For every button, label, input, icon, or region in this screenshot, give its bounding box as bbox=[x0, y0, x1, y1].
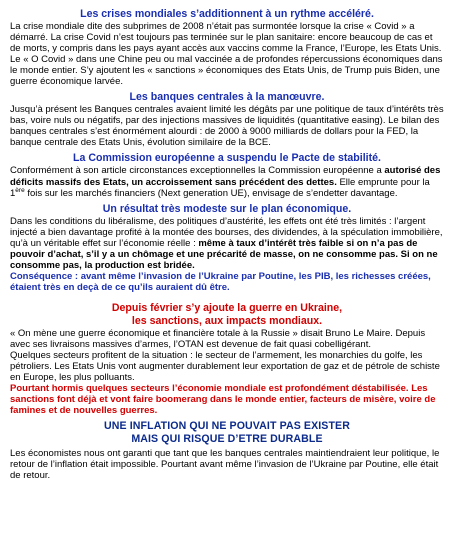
section-title-guerre-2: les sanctions, aux impacts mondiaux. bbox=[131, 314, 323, 327]
paragraph-resultat bbox=[10, 216, 444, 271]
section-title-banques: Les banques centrales à la manœuvre. bbox=[129, 91, 325, 104]
paragraph-consequence: Conséquence : avant même l’invasion de l’Ukraine par Poutine, les PIB, les richesses créées, étaient très en deçà de ce qu’ils auraient dû être. bbox=[10, 270, 431, 293]
resultat-bold: même à taux d’intérêt très faible si on n’a pas de pouvoir d’achat, s’il y a un chômage et une précarité de masse, on ne consomme pas. Si on ne consomme pas, la production est bridée. bbox=[10, 237, 438, 271]
spacer bbox=[10, 293, 444, 298]
paragraph-guerre-1: « On mène une guerre économique et financière totale à la Russie » disait Bruno Le Maire. Depuis avec ses livraisons massives d’armes, l’OTAN est devenue de fait quasi cobelligérant. bbox=[10, 327, 426, 350]
commission-text-3: fois sur les marchés financiers (Next generation UE), envisage de s’endetter davantage. bbox=[24, 187, 398, 199]
section-title-inflation-2: MAIS QUI RISQUE D’ETRE DURABLE bbox=[131, 433, 323, 446]
paragraph-guerre-red: Pourtant hormis quelques secteurs l’économie mondiale est profondément déstabilisée. Les sanctions font déjà et vont faire boomerang dans le monde entier, facteurs de misère, voire de famines et de nouvelles guerres. bbox=[10, 383, 436, 417]
paragraph-inflation: Les économistes nous ont garanti que tant que les banques centrales maintiendraient leur politique, le retour de l’inflation était impossible. Pourtant avant même l’invasion de l’Ukraine par Poutine, elle était de retour. bbox=[10, 448, 440, 482]
section-title-resultat: Un résultat très modeste sur le plan économique. bbox=[102, 202, 352, 215]
resultat-text: Dans les conditions du libéralisme, des politiques d’austérité, les effets ont été très limités : l’argent injecté a bien davantage profité à la montée des bourses, des dividendes, à la spéculation immobilière, qu’à un véritable effet sur l’économie réelle : bbox=[10, 215, 443, 249]
paragraph-commission bbox=[10, 165, 444, 198]
commission-text-2: Elle emprunte pour la 1 bbox=[10, 176, 430, 199]
section-title-commission: La Commission européenne a suspendu le Pacte de stabilité. bbox=[73, 152, 381, 165]
section-title-guerre-1: Depuis février s’y ajoute la guerre en Ukraine, bbox=[111, 301, 343, 314]
section-title-crises: Les crises mondiales s’additionnent à un rythme accéléré. bbox=[80, 8, 374, 20]
paragraph-guerre-2: Quelques secteurs profitent de la situation : le secteur de l’armement, les monarchies du golfe, les pétroliers. Les Etats Unis vont augmenter durablement leur exportation de gaz et de pétrole de schiste en Europe, les plus polluants. bbox=[10, 350, 440, 384]
commission-sup: ère bbox=[15, 186, 25, 194]
commission-bold: autorisé des déficits massifs des Etats, un accroissement sans précédent des dettes. bbox=[10, 165, 441, 188]
paragraph-crises-1: La crise mondiale dite des subprimes de 2008 n’était pas surmontée lorsque la crise « Covid » a démarré. La crise Covid n’est toujours pas terminée sur le plan sanitaire: encore beaucoup de cas et de morts, y compris dans les pays ayant accès aux vaccins comme la France, l’Europe, les Etats Unis. bbox=[10, 21, 442, 55]
section-title-inflation-1: UNE INFLATION QUI NE POUVAIT PAS EXISTER bbox=[104, 420, 350, 433]
commission-text-1: Conformément à son article circonstances exceptionnelles la Commission européenne a bbox=[10, 165, 385, 177]
paragraph-banques: Jusqu’à présent les Banques centrales avaient limité les dégâts par une politique de taux d’intérêts très bas, voire nuls ou négatifs, par des injections massives de liquidités (quantitative easing). Le bilan des banques centrales s’est énormément alourdi : de 2000 à 9000 milliards de dollars pour la FED, la banque centrale des Etats Unis, évolution similaire de la BCE. bbox=[10, 104, 444, 149]
paragraph-crises-2: Le « O Covid » dans une Chine peu ou mal vaccinée a de profondes répercussions économiques dans le monde entier. S’y ajoutent les « sanctions » économiques des Etats Unis, de Trump puis Biden, une guerre économique larvée. bbox=[10, 54, 443, 88]
